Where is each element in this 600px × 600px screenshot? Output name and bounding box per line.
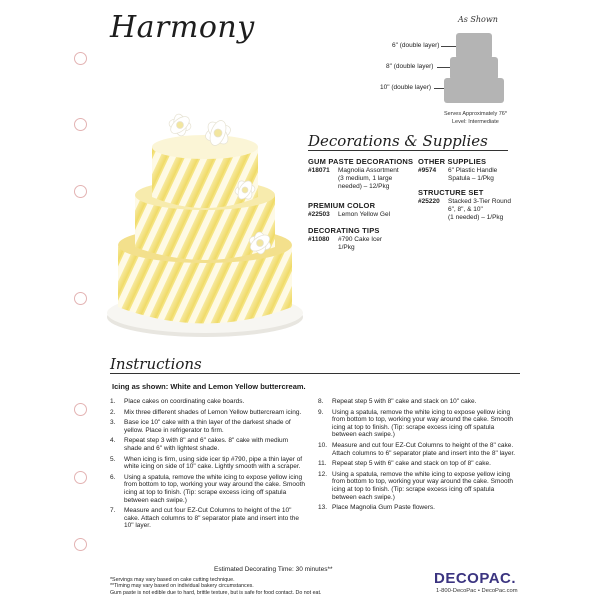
step-text: Mix three different shades of Lemon Yellow buttercream icing. xyxy=(124,408,302,416)
supply-item xyxy=(308,167,416,191)
step-text: Place cakes on coordinating cake boards. xyxy=(124,398,245,405)
binder-hole xyxy=(74,538,87,551)
item-code: #25220 xyxy=(418,198,440,205)
item-desc: Stacked 3-Tier Round 6", 8", & 10" (1 needed) – 1/Pkg xyxy=(448,198,511,221)
diagram-heading: As Shown xyxy=(458,15,498,24)
supply-item xyxy=(418,198,518,222)
binder-hole xyxy=(74,292,87,305)
decopac-logo: DECOPAC. xyxy=(434,570,517,587)
binder-hole xyxy=(74,185,87,198)
step-number: 8. xyxy=(318,398,324,405)
step-text: Repeat step 5 with 8" cake and stack on 10" cake. xyxy=(332,398,477,405)
binder-hole xyxy=(74,118,87,131)
step-text: Repeat step 5 with 6" cake and stack on top of 8" cake. xyxy=(332,460,491,468)
binder-hole xyxy=(74,52,87,65)
tier-8-leader xyxy=(437,67,450,68)
level-text: Level: Intermediate xyxy=(452,119,499,125)
page-title: Harmony xyxy=(110,10,255,45)
step-text: Base ice 10" cake with a thin layer of the darkest shade of yellow. Place in refrigerator to firm. xyxy=(124,419,291,434)
step-text: Measure and cut four EZ-Cut Columns to height of the 10" cake. Attach columns to 8" separator plate and insert into the 10" layer. xyxy=(124,507,300,530)
supply-item xyxy=(308,236,416,252)
step-item xyxy=(110,456,306,471)
instructions-heading: Instructions xyxy=(110,355,202,373)
step-item xyxy=(110,398,306,406)
group-title: OTHER SUPPLIES xyxy=(418,157,487,166)
tier-10-leader xyxy=(434,88,444,89)
group-title: GUM PASTE DECORATIONS xyxy=(308,157,414,166)
step-item xyxy=(110,409,306,417)
step-number: 9. xyxy=(318,408,324,416)
group-other-supplies xyxy=(418,158,518,183)
group-gum-paste xyxy=(308,158,416,191)
step-item xyxy=(110,507,306,530)
step-text: Measure and cut four EZ-Cut Columns to height of the 8" cake. Attach columns to 6" separator plate and insert into the 8" layer. xyxy=(332,441,516,457)
step-item xyxy=(318,398,518,406)
item-code: #22503 xyxy=(308,211,330,218)
step-item xyxy=(110,437,306,452)
group-structure-set xyxy=(418,189,518,222)
steps-left xyxy=(110,398,306,533)
tier-8-shape xyxy=(450,57,498,80)
step-item xyxy=(318,442,518,457)
decorations-heading: Decorations & Supplies xyxy=(308,132,488,150)
step-number: 10. xyxy=(318,441,328,449)
step-number: 12. xyxy=(318,470,328,478)
step-text: Using a spatula, remove the white icing to expose yellow icing from bottom to top, working your way around the cake. Smooth icing at top to finish. (Tip: scrape excess icing off spatula between each swipe.) xyxy=(332,408,514,439)
group-premium-color xyxy=(308,202,416,219)
contact-info: 1-800-DecoPac • DecoPac.com xyxy=(436,588,518,594)
item-code: #9574 xyxy=(418,167,437,174)
decorating-time: Estimated Decorating Time: 30 minutes** xyxy=(214,566,333,573)
item-desc: #790 Cake Icer 1/Pkg xyxy=(338,236,383,251)
footnote: *Servings may vary based on cake cutting technique. xyxy=(110,577,235,583)
step-number: 6. xyxy=(110,473,116,481)
footnote: Gum paste is not edible due to hard, brittle texture, but is safe for food contact. Do not eat. xyxy=(110,589,322,596)
item-desc: Lemon Yellow Gel xyxy=(338,211,391,218)
tier-10-label: 10" (double layer) xyxy=(380,84,432,91)
serves-text: Serves Approximately 76* xyxy=(444,111,507,117)
item-code: #11080 xyxy=(308,236,330,243)
step-item xyxy=(318,504,518,512)
step-item xyxy=(110,419,306,434)
step-text: Place Magnolia Gum Paste flowers. xyxy=(332,504,435,512)
tier-8-label: 8" (double layer) xyxy=(386,63,434,70)
step-text: Repeat step 3 with 8" and 6" cakes. 8" cake with medium shade and 6" with lightest shade. xyxy=(124,437,289,452)
instructions-rule xyxy=(110,373,520,374)
group-title: DECORATING TIPS xyxy=(308,226,380,235)
item-desc: Magnolia Assortment (3 medium, 1 large needed) – 12/Pkg xyxy=(338,167,399,190)
tier-10-shape xyxy=(444,78,504,103)
step-number: 4. xyxy=(110,437,116,445)
group-decorating-tips xyxy=(308,227,416,252)
supply-item xyxy=(308,211,416,219)
step-text: When icing is firm, using side icer tip #790, pipe a thin layer of white icing on side of 10" cake. Lightly smooth with a scraper. xyxy=(124,455,303,471)
step-item xyxy=(318,471,518,501)
step-text: Using a spatula, remove the white icing to expose yellow icing from bottom to top, working your way around the cake. Smooth icing at top to finish. (Tip: scrape excess icing off spatula between each swipe.) xyxy=(332,470,514,501)
step-item xyxy=(318,409,518,439)
tier-6-label: 6" (double layer) xyxy=(392,42,440,49)
cake-photo xyxy=(100,95,310,345)
step-number: 13. xyxy=(318,504,328,512)
step-number: 11. xyxy=(318,460,327,468)
decorations-rule xyxy=(308,150,508,151)
step-number: 3. xyxy=(110,419,116,427)
footnotes xyxy=(110,577,321,596)
group-title: STRUCTURE SET xyxy=(418,188,484,197)
step-item xyxy=(318,460,518,468)
item-desc: 6" Plastic Handle Spatula – 1/Pkg xyxy=(448,167,498,182)
step-item xyxy=(110,474,306,504)
step-number: 2. xyxy=(110,408,116,416)
step-number: 5. xyxy=(110,455,116,463)
binder-hole xyxy=(74,471,87,484)
binder-hole xyxy=(74,403,87,416)
step-number: 7. xyxy=(110,507,116,515)
group-title: PREMIUM COLOR xyxy=(308,201,376,210)
supply-item xyxy=(418,167,518,183)
tier-6-leader xyxy=(441,46,456,47)
step-text: Using a spatula, remove the white icing to expose yellow icing from bottom to top, working your way around the cake. Smooth icing at top to finish. (Tip: scrape excess icing off spatula between each swipe.) xyxy=(124,473,306,504)
step-number: 1. xyxy=(110,398,116,405)
item-code: #18071 xyxy=(308,167,330,174)
steps-right xyxy=(318,398,518,515)
footnote: **Timing may vary based on individual bakery circumstances. xyxy=(110,583,254,590)
icing-subtitle: Icing as shown: White and Lemon Yellow buttercream. xyxy=(112,382,306,391)
tier-6-shape xyxy=(456,33,492,59)
